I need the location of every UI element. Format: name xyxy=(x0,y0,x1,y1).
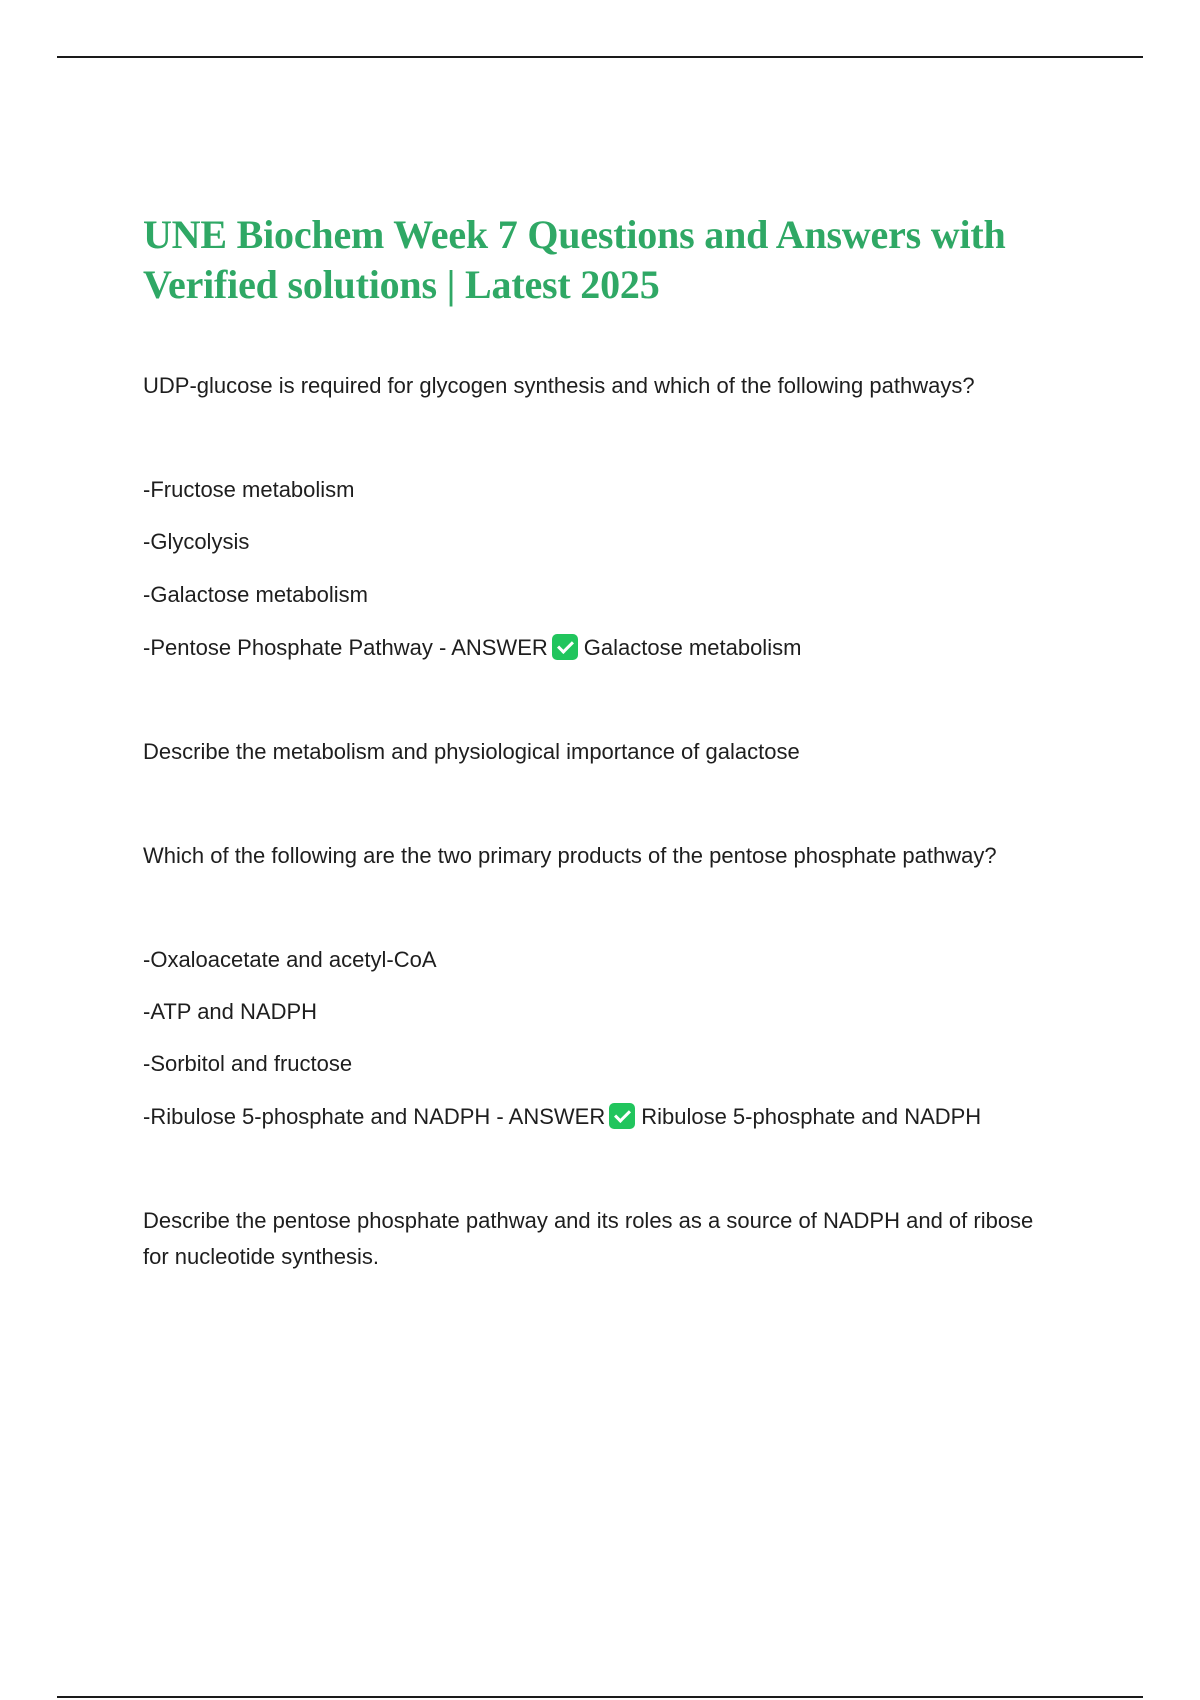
q3-answer: Ribulose 5-phosphate and NADPH xyxy=(641,1104,982,1129)
check-mark-icon xyxy=(552,634,578,660)
question-1: UDP-glucose is required for glycogen synthesis and which of the following pathways? xyxy=(143,373,975,398)
q3-option-3: -Sorbitol and fructose xyxy=(143,1051,353,1076)
q1-option-4 xyxy=(143,630,1063,666)
q1-option-3: -Galactose metabolism xyxy=(143,582,368,607)
check-mark-icon xyxy=(609,1103,635,1129)
document-title: UNE Biochem Week 7 Questions and Answers with Verified solutions | Latest 2025 xyxy=(143,212,1006,307)
q3-option-2: -ATP and NADPH xyxy=(143,999,318,1024)
q1-option-2: -Glycolysis xyxy=(143,529,250,554)
q1-option-4-label: -Pentose Phosphate Pathway - ANSWER xyxy=(143,635,548,660)
question-2: Describe the metabolism and physiological importance of galactose xyxy=(143,739,800,764)
bottom-rule xyxy=(57,1696,1143,1698)
q3-option-4 xyxy=(143,1099,1063,1135)
q1-option-1: -Fructose metabolism xyxy=(143,477,355,502)
question-4: Describe the pentose phosphate pathway and its roles as a source of NADPH and of ribose for nucleotide synthesis. xyxy=(143,1208,1034,1269)
top-rule xyxy=(57,56,1143,58)
question-3: Which of the following are the two primary products of the pentose phosphate pathway? xyxy=(143,843,997,868)
q3-option-4-label: -Ribulose 5-phosphate and NADPH - ANSWER xyxy=(143,1104,606,1129)
q3-option-1: -Oxaloacetate and acetyl-CoA xyxy=(143,947,437,972)
document-body xyxy=(143,210,1063,1275)
q1-answer: Galactose metabolism xyxy=(583,635,802,660)
